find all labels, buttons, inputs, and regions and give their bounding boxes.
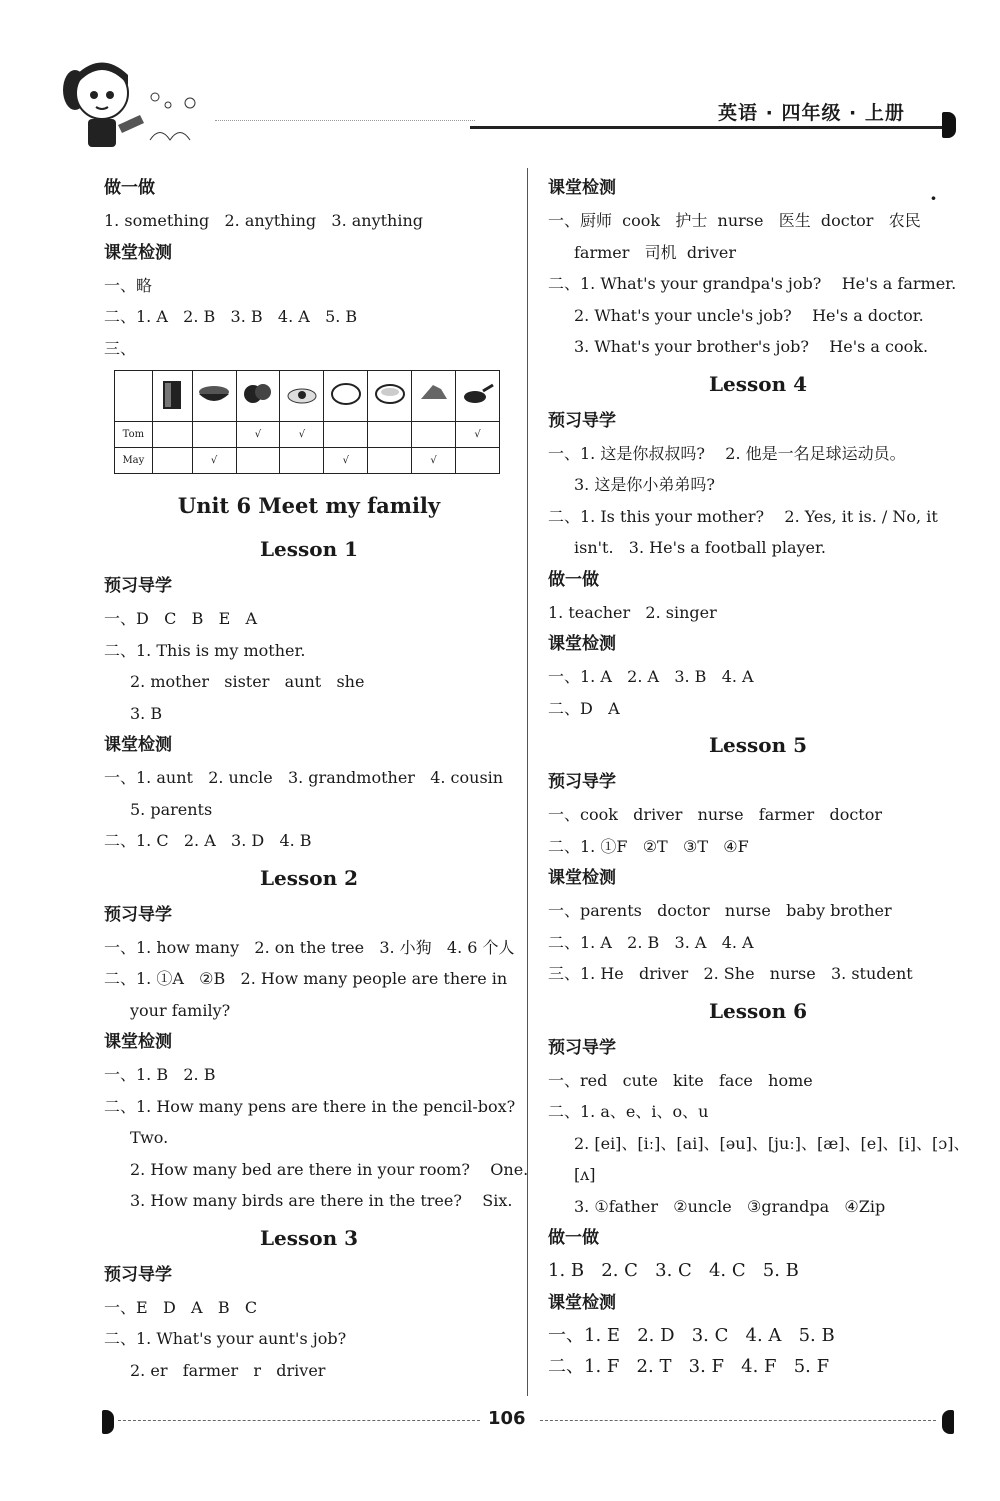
answer-line: 3. 这是你小弟弟吗? bbox=[574, 475, 715, 494]
check-cell bbox=[236, 448, 280, 474]
answer-line: 一、red cute kite face home bbox=[548, 1070, 813, 1090]
check-cell bbox=[280, 448, 324, 474]
answer-line: 3. ①father ②uncle ③grandpa ④Zip bbox=[574, 1196, 886, 1216]
section-heading: 预习导学 bbox=[104, 904, 172, 925]
answer-line: 一、D C B E A bbox=[104, 609, 258, 628]
check-cell: √ bbox=[324, 448, 368, 474]
answer-line: 二、1. A 2. B 3. A 4. A bbox=[548, 932, 754, 952]
check-cell bbox=[192, 422, 236, 448]
lesson-title: Lesson 6 bbox=[708, 998, 808, 1023]
row-label: Tom bbox=[115, 422, 153, 448]
answer-line: 二、1. ①F ②T ③T ④F bbox=[548, 836, 749, 856]
answer-line: 二、1. Is this your mother? 2. Yes, it is. / No, it bbox=[548, 506, 938, 526]
section-heading: 预习导学 bbox=[548, 410, 616, 431]
answer-line: 一、1. 这是你叔叔吗? 2. 他是一名足球运动员。 bbox=[548, 443, 906, 463]
lesson-title: Lesson 2 bbox=[259, 865, 359, 890]
row-label: May bbox=[115, 448, 153, 474]
check-cell: √ bbox=[236, 422, 280, 448]
section-heading: 做一做 bbox=[548, 1228, 599, 1248]
check-cell: √ bbox=[280, 422, 324, 448]
drink-icon bbox=[152, 371, 192, 422]
answer-line: farmer 司机 driver bbox=[574, 242, 736, 262]
section-heading: 预习导学 bbox=[548, 1037, 616, 1058]
section-heading: 课堂检测 bbox=[548, 868, 616, 888]
answer-line: 3. What's your brother's job? He's a cook. bbox=[574, 337, 929, 356]
answer-line: isn't. 3. He's a football player. bbox=[574, 538, 826, 557]
page-number: 106 bbox=[488, 1408, 526, 1429]
lesson-title: Lesson 1 bbox=[259, 537, 359, 561]
column-divider bbox=[527, 168, 528, 1396]
answer-line: 一、略 bbox=[104, 275, 153, 295]
left-column bbox=[104, 172, 529, 1386]
section-heading: 预习导学 bbox=[104, 576, 172, 596]
lesson-title: Lesson 4 bbox=[708, 371, 808, 396]
answer-line: 二、1. This is my mother. bbox=[104, 640, 306, 660]
section-heading: 课堂检测 bbox=[104, 242, 172, 263]
section-heading: 做一做 bbox=[548, 569, 599, 590]
answer-line: 一、1. B 2. B bbox=[104, 1065, 216, 1084]
answer-line: 3. How many birds are there in the tree? Six. bbox=[130, 1191, 513, 1210]
answer-line: 一、parents doctor nurse baby brother bbox=[548, 901, 892, 920]
check-cell: √ bbox=[192, 448, 236, 474]
check-cell bbox=[368, 448, 412, 474]
food-check-table bbox=[114, 370, 500, 474]
right-column bbox=[548, 172, 968, 1383]
lesson-title: Lesson 5 bbox=[708, 733, 808, 757]
answer-line: 二、1. A 2. B 3. B 4. A 5. B bbox=[104, 307, 358, 326]
answer-line: 1. teacher 2. singer bbox=[548, 602, 717, 622]
fish-icon bbox=[412, 371, 456, 422]
answer-line: 1. B 2. C 3. C 4. C 5. B bbox=[548, 1260, 799, 1281]
answer-line: 1. something 2. anything 3. anything bbox=[104, 211, 424, 230]
section-heading: 课堂检测 bbox=[548, 634, 616, 654]
check-cell bbox=[152, 448, 192, 474]
table-corner-cell bbox=[115, 371, 153, 422]
section-heading: 课堂检测 bbox=[548, 178, 616, 198]
vegetable-icon bbox=[236, 371, 280, 422]
section-heading: 课堂检测 bbox=[104, 1032, 172, 1052]
girl-mascot-illustration bbox=[40, 45, 215, 155]
answer-line: 二、D A bbox=[548, 698, 620, 718]
check-cell: √ bbox=[456, 422, 500, 448]
egg-icon bbox=[280, 371, 324, 422]
footer-tab-left bbox=[102, 1410, 114, 1434]
answer-line: 一、E D A B C bbox=[104, 1297, 258, 1317]
answer-line: 二、1. How many pens are there in the pencil-box? bbox=[104, 1096, 516, 1116]
answer-line: 二、1. C 2. A 3. D 4. B bbox=[104, 831, 312, 850]
answer-line: 3. B bbox=[130, 703, 163, 723]
answer-line: 二、1. ①A ②B 2. How many people are there in bbox=[104, 969, 508, 988]
answer-line: 一、1. A 2. A 3. B 4. A bbox=[548, 667, 754, 686]
answer-line: 2. How many bed are there in your room? One. bbox=[130, 1159, 529, 1179]
check-cell: √ bbox=[412, 448, 456, 474]
answer-line: 一、厨师 cook 护士 nurse 医生 doctor 农民 bbox=[548, 211, 921, 230]
footer-rule-left bbox=[118, 1420, 480, 1421]
answer-line: 一、cook driver nurse farmer doctor bbox=[548, 805, 883, 824]
answer-line: 一、1. how many 2. on the tree 3. 小狗 4. 6 个人 bbox=[104, 937, 515, 957]
noodles-icon bbox=[192, 371, 236, 422]
check-cell bbox=[412, 422, 456, 448]
unit-title: Unit 6 Meet my family bbox=[177, 493, 441, 518]
section-heading: 预习导学 bbox=[104, 1264, 172, 1285]
answer-line: your family? bbox=[130, 1000, 231, 1020]
answer-line: 2. er farmer r driver bbox=[130, 1360, 326, 1380]
check-cell bbox=[324, 422, 368, 448]
answer-line: 二、1. What's your grandpa's job? He's a farmer. bbox=[548, 274, 957, 293]
check-cell bbox=[152, 422, 192, 448]
section-heading: 预习导学 bbox=[548, 772, 616, 792]
answer-line: 二、1. What's your aunt's job? bbox=[104, 1329, 347, 1348]
chicken-icon bbox=[456, 371, 500, 422]
answer-line: [ʌ] bbox=[574, 1165, 596, 1184]
lesson-title: Lesson 3 bbox=[259, 1225, 359, 1250]
footer-tab-right bbox=[942, 1410, 954, 1434]
answer-line: 2. mother sister aunt she bbox=[130, 672, 365, 691]
check-cell bbox=[368, 422, 412, 448]
section-heading: 课堂检测 bbox=[104, 735, 172, 755]
answer-line: 三、 bbox=[104, 338, 137, 358]
answer-line: 5. parents bbox=[130, 799, 213, 819]
answer-line: 2. [ei]、[iː]、[ai]、[əu]、[juː]、[æ]、[e]、[i]、[ɔ]、 bbox=[574, 1133, 970, 1153]
answer-line: 二、1. F 2. T 3. F 4. F 5. F bbox=[548, 1356, 830, 1377]
bowl-icon bbox=[324, 371, 368, 422]
answer-line: 一、1. E 2. D 3. C 4. A 5. B bbox=[548, 1324, 835, 1346]
check-cell bbox=[456, 448, 500, 474]
footer-rule-right bbox=[540, 1420, 936, 1421]
book-title: 英语 · 四年级 · 上册 bbox=[718, 102, 905, 124]
section-heading: 课堂检测 bbox=[548, 1292, 616, 1313]
answer-line: 二、1. a、e、i、o、u bbox=[548, 1102, 709, 1121]
answer-line: 三、1. He driver 2. She nurse 3. student bbox=[548, 964, 913, 983]
answer-line: Two. bbox=[130, 1128, 169, 1147]
answer-line: 一、1. aunt 2. uncle 3. grandmother 4. cousin bbox=[104, 768, 504, 787]
page-tab-marker bbox=[942, 112, 956, 138]
stray-dot: · bbox=[930, 186, 937, 210]
section-heading: 做一做 bbox=[104, 178, 155, 198]
rice-icon bbox=[368, 371, 412, 422]
answer-line: 2. What's your uncle's job? He's a doctor. bbox=[574, 305, 924, 325]
